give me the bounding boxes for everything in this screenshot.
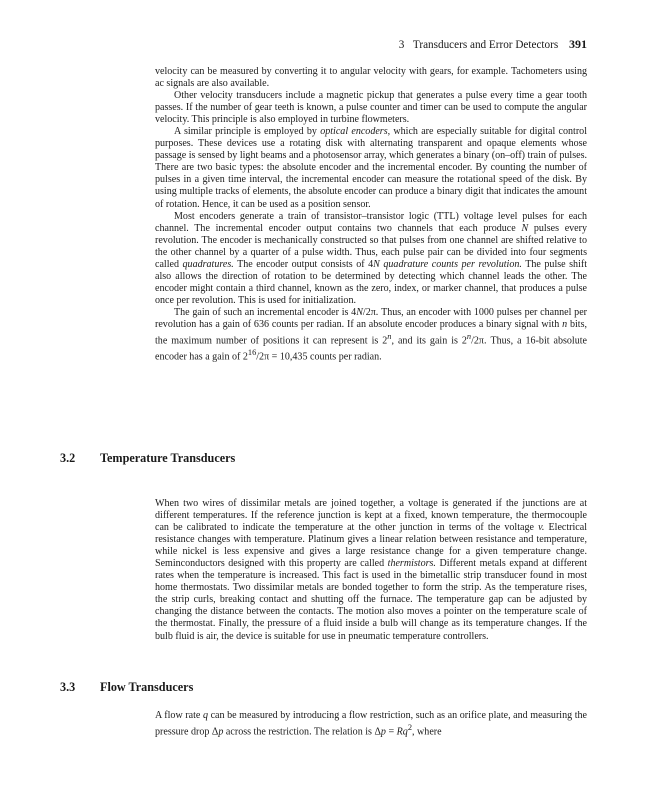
paragraph-optical-encoders: A similar principle is employed by optical encoders, which are especially suitable for digital control purposes. These devices use a rotating disk with alternating transparent and opaque elements whose passage is sensed by light beams and a photosensor array, which generates a binary (on–off) train of pulses. There are two basic types: the absolute encoder and the incremental encoder. By counting the number of pulses in a given time interval, the incremental encoder can measure the rotational speed of the disk. By using multiple tracks of elements, the absolute encoder can produce a binary digit that indicates the amount of rotation. Hence, it can be used as a position sensor. (155, 126, 587, 210)
section-title: Flow Transducers (100, 680, 194, 694)
paragraph-flow-transducers: A flow rate q can be measured by introducing a flow restriction, such as an orifice plate, and measuring the pressure drop Δp across the restriction. The relation is $\Delta p = Rq^2$, where (155, 710, 587, 738)
chapter-title: Transducers and Error Detectors (412, 39, 559, 51)
paragraph-velocity-continued: velocity can be measured by converting it to angular velocity with gears, for example. Tachometers using ac signals are also available. (155, 66, 587, 90)
paragraph-ttl-encoders: Most encoders generate a train of transistor–transistor logic (TTL) voltage level pulses for each channel. The incremental encoder output contains two channels that each produce N pulses every revolution. The encoder is mechanically constructed so that pulses from one channel are shifted relative to the other channel by a quarter of a pulse width. Thus, each pulse pair can be divided into four segments called quadratures. The encoder output consists of 4N quadrature counts per revolution. The pulse shift also allows the direction of rotation to be determined by detecting which channel leads the other. The encoder might contain a third channel, known as the zero, index, or marker channel, that produces a pulse once per revolution. This is used for initialization. (155, 210, 588, 306)
section-number: 3.3 (60, 680, 76, 694)
page-number: 391 (569, 37, 587, 51)
body-text-temperature (155, 498, 587, 643)
chapter-number: 3 (398, 39, 405, 51)
section-heading-flow (60, 680, 193, 695)
paragraph-velocity-transducers: Other velocity transducers include a magnetic pickup that generates a pulse every time a gear tooth passes. If the number of gear teeth is known, a pulse counter and timer can be used to compute the angular velocity. This principle is also employed in turbine flowmeters. (155, 90, 587, 126)
section-title: Temperature Transducers (100, 451, 236, 465)
section-number: 3.2 (60, 451, 76, 465)
paragraph-encoder-gain: The gain of such an incremental encoder is 4N/2π. Thus, an encoder with 1000 pulses per channel per revolution has a gain of 636 counts per radian. If an absolute encoder produces a binary signal with n bits, the maximum number of positions it can represent is 2$^n$, and its gain is 2$^n$/2π. Thus, a 16-bit absolute encoder has a gain of $2^{16}/2\pi = 10,435$ counts per radian. (155, 306, 587, 363)
paragraph-temperature-transducers: When two wires of dissimilar metals are joined together, a voltage is generated if the junctions are at different temperatures. If the reference junction is kept at a fixed, known temperature, the thermocouple can be calibrated to indicate the temperature at the other junction in terms of the voltage v. Electrical resistance changes with temperature. Platinum gives a linear relation between resistance and temperature, while nickel is less expensive and gives a large resistance change for a given temperature change. Seminconductors designed with this property are called thermistors. Different metals expand at different rates when the temperature is increased. This fact is used in the bimetallic strip transducer found in most home thermostats. Two dissimilar metals are bonded together to form the strip. As the temperature rises, the strip curls, breaking contact and shutting off the furnace. The temperature gap can be adjusted by changing the distance between the contacts. The motion also moves a pointer on the temperature scale of the thermostat. Finally, the pressure of a fluid inside a bulb will change as its temperature changes. If the bulb fluid is air, the device is suitable for use in pneumatic temperature controllers. (155, 498, 588, 642)
section-heading-temperature (60, 451, 235, 466)
body-text-flow (155, 710, 587, 738)
running-head (399, 37, 587, 52)
body-text-top (155, 66, 587, 364)
